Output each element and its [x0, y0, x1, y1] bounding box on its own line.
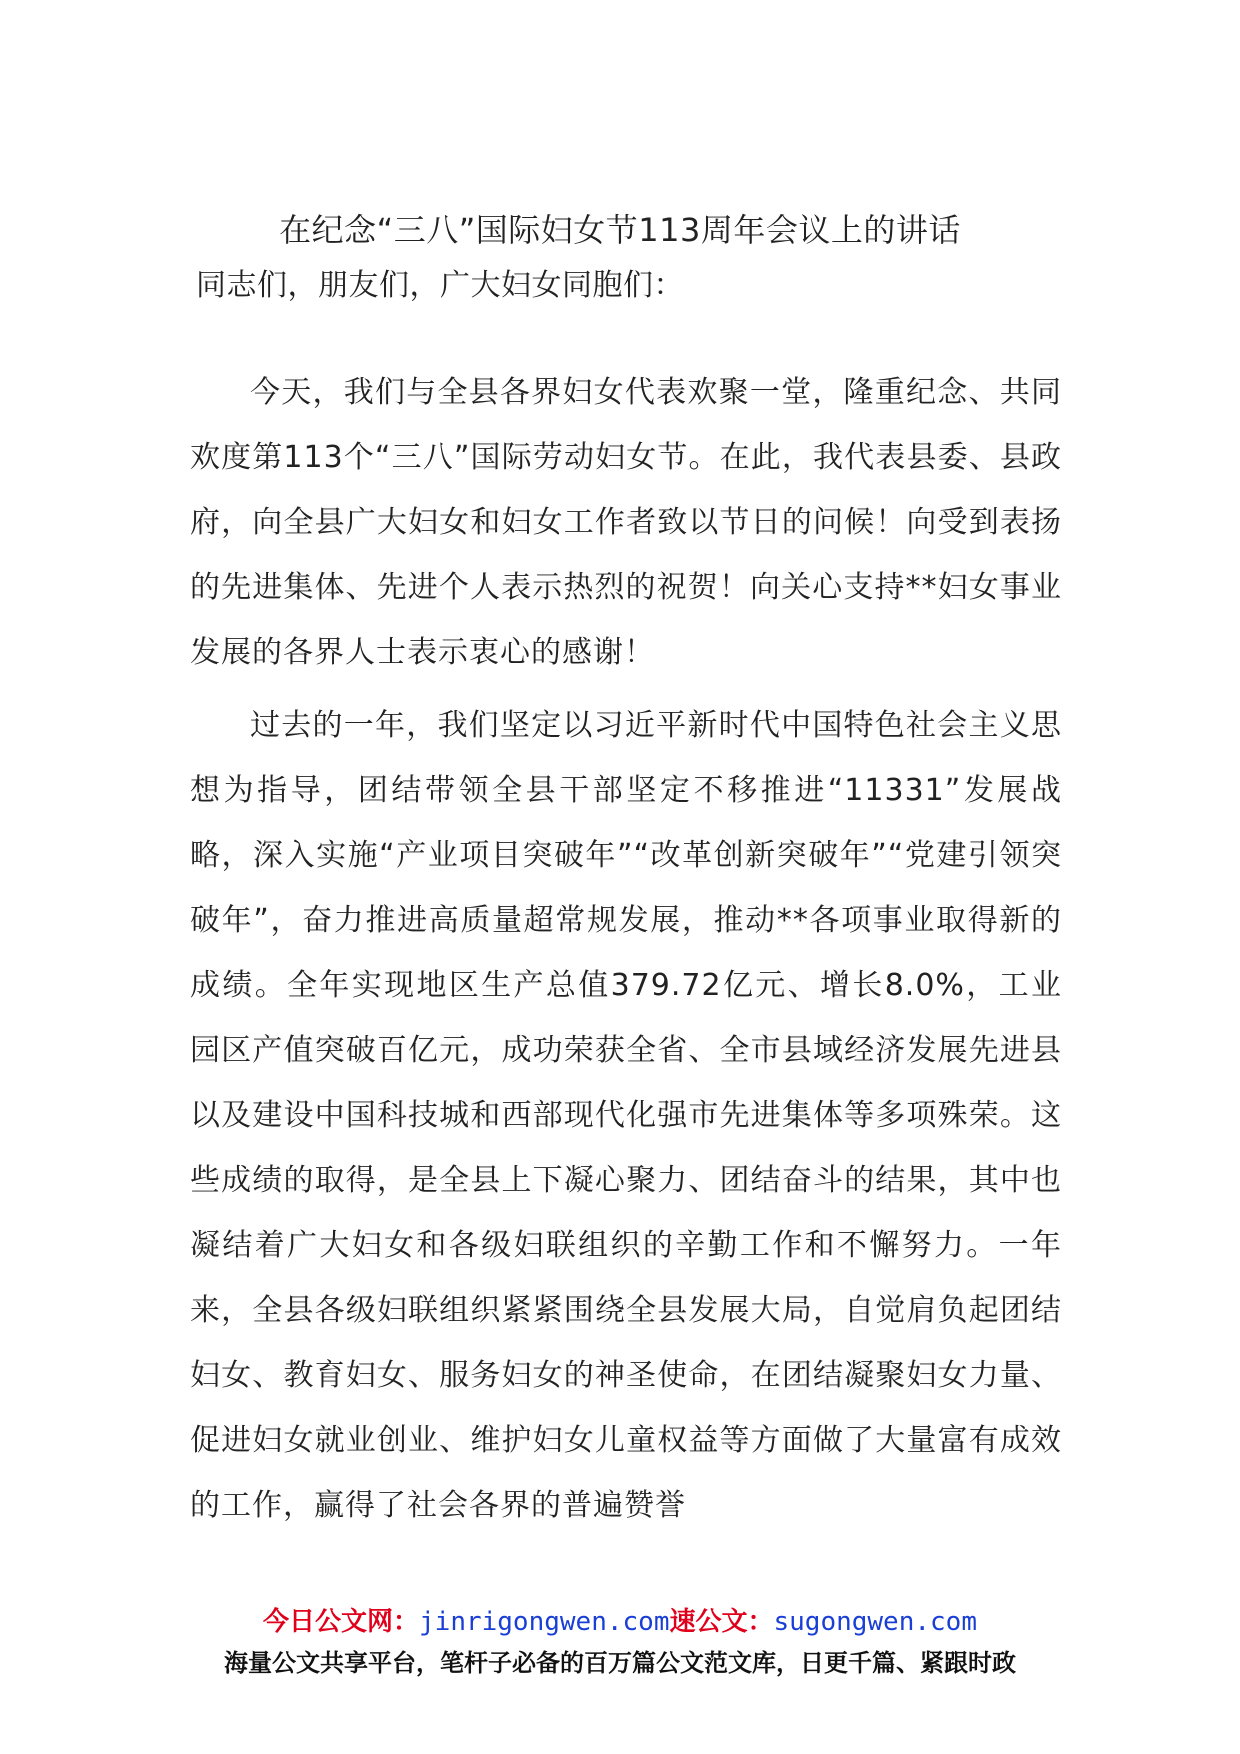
footer-sites [0, 1604, 1240, 1640]
footer-tagline: 海量公文共享平台，笔杆子必备的百万篇公文范文库，日更千篇、紧跟时政 [224, 1649, 1016, 1677]
body-paragraph-1: 今天，我们与全县各界妇女代表欢聚一堂，隆重纪念、共同欢度第113个“三八”国际劳动妇女节。在此，我代表县委、县政府，向全县广大妇女和妇女工作者致以节日的问候！向受到表扬的先进集体、先进个人表示热烈的祝贺！向关心支持**妇女事业发展的各界人士表示衷心的感谢！ [190, 375, 1062, 670]
salutation: 同志们，朋友们，广大妇女同胞们： [196, 268, 684, 303]
body-paragraph-2: 过去的一年，我们坚定以习近平新时代中国特色社会主义思想为指导，团结带领全县干部坚定不移推进“11331”发展战略，深入实施“产业项目突破年”“改革创新突破年”“党建引领突破年”，奋力推进高质量超常规发展，推动**各项事业取得新的成绩。全年实现地区生产总值379.72亿元、增长8.0%，工业园区产值突破百亿元，成功荣获全省、全市县域经济发展先进县以及建设中国科技城和西部现代化强市先进集体等多项殊荣。这些成绩的取得，是全县上下凝心聚力、团结奋斗的结果，其中也凝结着广大妇女和各级妇联组织的辛勤工作和不懈努力。一年来，全县各级妇联组织紧紧围绕全县发展大局，自觉肩负起团结妇女、教育妇女、服务妇女的神圣使命，在团结凝聚妇女力量、促进妇女就业创业、维护妇女儿童权益等方面做了大量富有成效的工作，赢得了社会各界的普遍赞誉 [190, 708, 1062, 1523]
site1-url[interactable]: jinrigongwen.com [419, 1607, 670, 1637]
document-title: 在纪念“三八”国际妇女节113周年会议上的讲话 [279, 211, 961, 249]
site2-url[interactable]: sugongwen.com [773, 1607, 977, 1637]
site1-label: 今日公文网： [263, 1607, 420, 1637]
site2-label: 速公文： [669, 1607, 774, 1637]
